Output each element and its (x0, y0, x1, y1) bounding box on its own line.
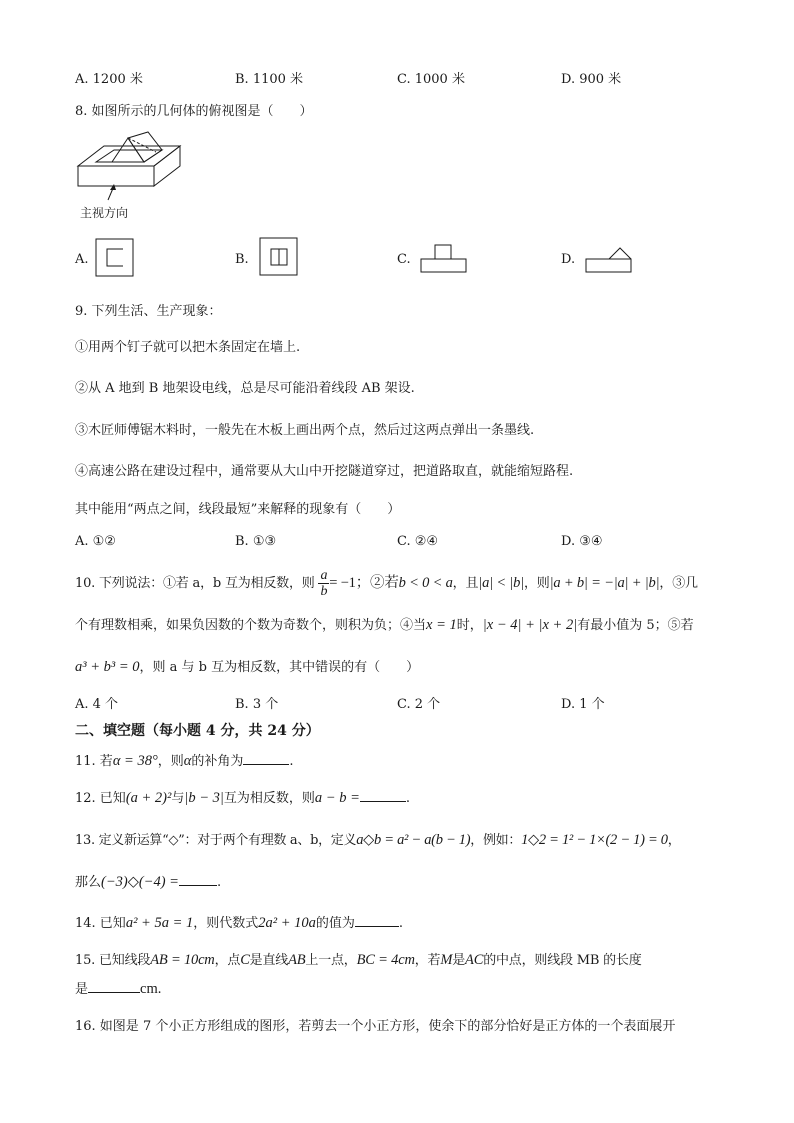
q10-fraction (318, 568, 329, 599)
q9-option-d: D. ③④ (561, 534, 603, 549)
section-2-title: 二、填空题（每小题 4 分，共 24 分） (75, 723, 320, 739)
q12-text-3: 互为相反数，则 (223, 791, 315, 806)
q8-option-c-label: C. (397, 252, 411, 267)
q10-text-1: 10. 下列说法：①若 a，b 互为相反数，则 (75, 576, 315, 591)
q12-math-2: |b − 3| (184, 790, 224, 806)
q10-text-2: = −1；②若 (329, 575, 399, 591)
q8-option-b-figure (259, 237, 299, 277)
q15-text-6: 是 (452, 953, 466, 968)
q12-text-1: 12. 已知 (75, 791, 126, 806)
q15-text-1: 15. 已知线段 (75, 953, 151, 968)
q10-line-1 (75, 568, 698, 599)
q14-math-2: 2a² + 10a (258, 915, 316, 931)
q14 (75, 912, 403, 932)
q10-math-3: |a + b| = −|a| + |b| (549, 575, 660, 591)
q12-math-1: (a + 2)² (125, 790, 172, 806)
q15-math-2: C (240, 952, 250, 968)
q15-math-5: M (440, 952, 453, 968)
q9-option-c: C. ②④ (397, 534, 439, 549)
q10-fraction-numerator: a (320, 568, 328, 583)
q14-text-3: 的值为 (315, 916, 355, 931)
q7-option-d: D. 900 米 (561, 72, 622, 87)
q15-math-4: BC = 4cm (356, 952, 415, 968)
q12-text-2: 与 (171, 791, 185, 806)
q10-text-5: ，③几 (659, 576, 698, 591)
q13-text-1: 13. 定义新运算“◇”：对于两个有理数 a、b，定义 (75, 833, 357, 848)
q10-text-3: ，且 (452, 576, 479, 591)
q9-item-3: ③木匠师傅锯木料时，一般先在木板上画出两个点，然后过这两点弹出一条墨线. (75, 423, 535, 438)
q10-line-2 (75, 614, 694, 634)
q15-line-2 (75, 978, 161, 998)
q10-math-5: |x − 4| + |x + 2| (482, 617, 578, 633)
q12-answer-blank[interactable] (360, 789, 406, 802)
q11 (75, 750, 294, 770)
q9-option-b: B. ①③ (235, 534, 277, 549)
q7-option-a: A. 1200 米 (75, 72, 143, 87)
q14-text-1: 14. 已知 (75, 916, 126, 931)
q13-text-4: 那么 (75, 875, 102, 890)
q15-math-6: AC (465, 952, 484, 968)
q8-option-b-label: B. (235, 252, 249, 267)
q15-math-3: AB (288, 952, 306, 968)
q13-answer-blank[interactable] (179, 873, 217, 886)
q15-text-2: ，点 (214, 953, 241, 968)
q7-option-b: B. 1100 米 (235, 72, 304, 87)
q11-answer-blank[interactable] (243, 752, 289, 765)
q9-item-1: ①用两个钉子就可以把木条固定在墙上. (75, 340, 301, 355)
q13-line-2 (75, 871, 221, 891)
q15-answer-blank[interactable] (88, 980, 140, 993)
q13-math-3: (−3)◇(−4) = (101, 874, 179, 890)
q10-math-4: x = 1 (426, 617, 457, 633)
q15-text-5: ，若 (414, 953, 441, 968)
q13-text-3: ， (667, 833, 681, 848)
q10-text-6: 个有理数相乘，如果负因数的个数为奇数个，则积为负；④当 (75, 618, 427, 633)
q11-text-1: 11. 若 (75, 754, 113, 769)
q11-text-4: . (289, 754, 294, 769)
q12 (75, 787, 410, 807)
q9-stem: 9. 下列生活、生产现象： (75, 304, 222, 319)
q12-text-4: . (405, 791, 410, 806)
q8-stem: 8. 如图所示的几何体的俯视图是（ ） (75, 104, 313, 119)
q10-option-c: C. 2 个 (397, 697, 441, 712)
q10-text-7: 时， (456, 618, 483, 633)
q10-option-a: A. 4 个 (75, 697, 119, 712)
q13-math-1: a◇b = a² − a(b − 1) (356, 832, 471, 848)
q14-math-1: a² + 5a = 1 (125, 915, 194, 931)
q10-fraction-denominator: b (320, 584, 328, 599)
q11-text-3: 的补角为 (191, 754, 244, 769)
q7-option-c: C. 1000 米 (397, 72, 465, 87)
q13-math-2: 1◇2 = 1² − 1×(2 − 1) = 0 (521, 832, 668, 848)
q15-line-1 (75, 949, 642, 969)
q10-text-4: ，则 (523, 576, 550, 591)
q8-solid-figure (76, 128, 186, 196)
q13-line-1 (75, 829, 680, 849)
q10-math-6: a³ + b³ = 0 (75, 659, 140, 675)
q14-text-2: ，则代数式 (193, 916, 259, 931)
q15-math-1: AB = 10cm (150, 952, 215, 968)
q11-math-1: α = 38° (112, 753, 158, 769)
q9-option-a: A. ①② (75, 534, 116, 549)
q9-item-4: ④高速公路在建设过程中，通常要从大山中开挖隧道穿过，把道路取直，就能缩短路程. (75, 464, 574, 479)
q11-math-2: α (183, 753, 192, 769)
q14-answer-blank[interactable] (355, 914, 399, 927)
q8-option-c-figure (420, 243, 468, 273)
q10-text-9: ，则 a 与 b 互为相反数，其中错误的有（ ） (139, 660, 420, 675)
q15-text-3: 是直线 (249, 953, 289, 968)
q15-text-7: 的中点，则线段 MB 的长度 (483, 953, 642, 968)
q16-text: 16. 如图是 7 个小正方形组成的图形，若剪去一个小正方形，使余下的部分恰好是正方体的一个表面展开 (75, 1019, 676, 1034)
q9-question: 其中能用“两点之间，线段最短”来解释的现象有（ ） (75, 502, 401, 517)
q8-option-d-figure (585, 246, 633, 274)
q8-option-d-label: D. (561, 252, 576, 267)
q8-option-a-label: A. (75, 252, 89, 267)
q10-line-3 (75, 656, 419, 676)
q13-text-5: . (216, 875, 222, 890)
q11-text-2: ，则 (157, 754, 184, 769)
q13-text-2: ，例如： (470, 833, 522, 848)
q10-text-8: 有最小值为 5；⑤若 (577, 618, 694, 633)
q8-option-a-figure (95, 238, 135, 278)
q15-text-9: cm. (140, 981, 162, 997)
q15-text-8: 是 (75, 982, 89, 997)
q15-text-4: 上一点， (305, 953, 357, 968)
q12-math-3: a − b = (314, 790, 360, 806)
q10-math-1: b < 0 < a (398, 575, 453, 591)
q10-option-d: D. 1 个 (561, 697, 605, 712)
q10-option-b: B. 3 个 (235, 697, 279, 712)
q14-text-4: . (398, 916, 404, 931)
q9-item-2: ②从 A 地到 B 地架设电线，总是尽可能沿着线段 AB 架设. (75, 381, 415, 396)
q8-view-direction-label: 主视方向 (80, 206, 129, 220)
q10-math-2: |a| < |b| (478, 575, 524, 591)
